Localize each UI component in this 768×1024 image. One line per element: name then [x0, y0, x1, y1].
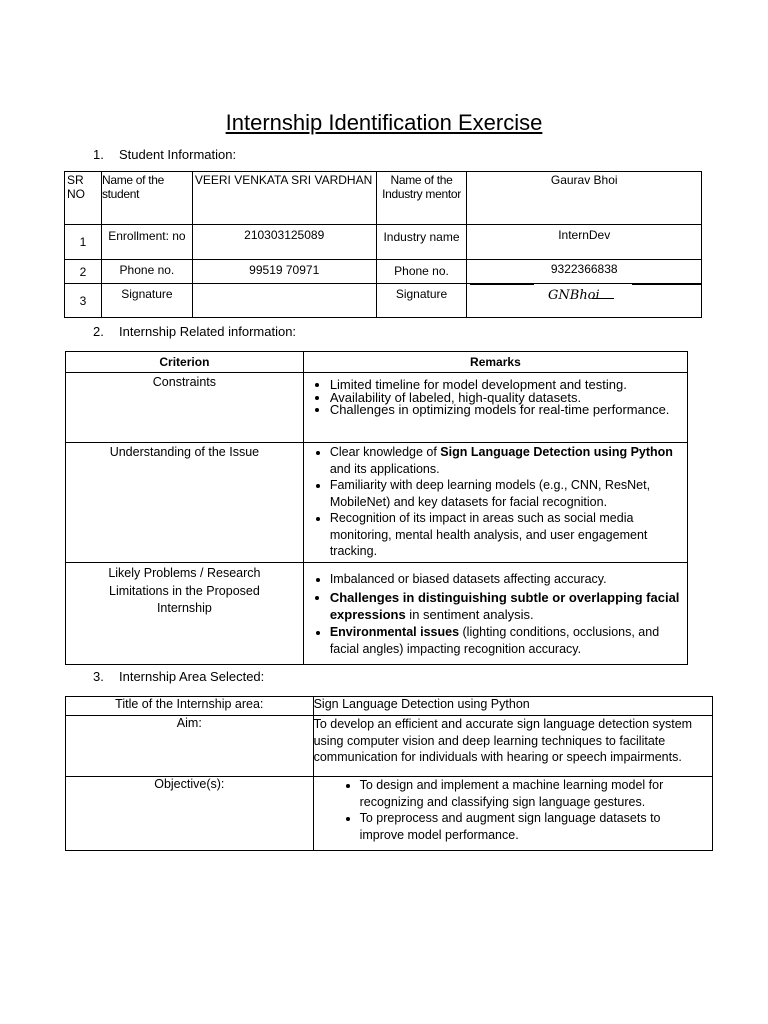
list-item: • Familiarity with deep learning models (e.g., CNN, ResNet, MobileNet) and key datasets for facial recognition. [330, 477, 687, 510]
signature-line-left [470, 284, 534, 285]
section-student-information [93, 147, 236, 162]
list-item: • Challenges in distinguishing subtle or overlapping facial expressions in sentiment analysis. [330, 589, 687, 624]
enrollment-value: 210303125089 [192, 225, 376, 260]
list-item: • Availability of labeled, high-quality datasets. [330, 392, 687, 405]
list-item: • Environmental issues (lighting conditions, occlusions, and facial angles) impacting recognition accuracy. [330, 624, 687, 659]
table-row [65, 284, 702, 318]
table-row [65, 172, 702, 225]
mentor-name-label: Name of the Industry mentor [376, 172, 467, 225]
list-item: • Challenges in optimizing models for real-time performance. [330, 404, 687, 417]
row-number: 2 [65, 260, 102, 284]
aim-label: Aim: [66, 716, 314, 777]
objectives-value [313, 777, 712, 851]
student-name-value: VEERI VENKATA SRI VARDHAN [192, 172, 376, 225]
problems-remarks [303, 563, 687, 665]
student-phone-value: 99519 70971 [192, 260, 376, 284]
section-internship-related-information [93, 324, 296, 339]
area-title-value: Sign Language Detection using Python [313, 697, 712, 716]
criterion-header: Criterion [66, 352, 304, 373]
page-title: Internship Identification Exercise [225, 110, 543, 135]
mentor-phone-value: 9322366838 [467, 260, 702, 284]
table-row [66, 716, 713, 777]
internship-information-table [65, 351, 688, 665]
section-number: 3. [93, 669, 104, 684]
student-name-label: Name of the student [101, 172, 192, 225]
section-internship-area-selected [93, 669, 264, 684]
area-title-label: Title of the Internship area: [66, 697, 314, 716]
table-row [66, 563, 688, 665]
section-label: Student Information: [119, 147, 237, 162]
mentor-name-value: Gaurav Bhoi [467, 172, 702, 225]
table-row [65, 260, 702, 284]
objectives-label: Objective(s): [66, 777, 314, 851]
list-item: • Clear knowledge of Sign Language Detection using Python and its applications. [330, 444, 687, 477]
list-item: • To preprocess and augment sign language datasets to improve model performance. [360, 810, 708, 843]
signature-stroke [592, 298, 614, 299]
mentor-signature-label: Signature [376, 284, 467, 318]
table-header-row [66, 352, 688, 373]
constraints-remarks [303, 373, 687, 443]
table-row [65, 225, 702, 260]
table-row [66, 443, 688, 563]
industry-name-label: Industry name [376, 225, 467, 260]
aim-value: To develop an efficient and accurate sign language detection system using computer vision and deep learning techniques to facilitate communication for individuals with hearing or speech impairments. [313, 716, 712, 777]
student-signature-label: Signature [101, 284, 192, 318]
section-number: 1. [93, 147, 104, 162]
row-number: 3 [65, 284, 102, 318]
section-label: Internship Related information: [119, 324, 297, 339]
mentor-phone-label: Phone no. [376, 260, 467, 284]
internship-area-table [65, 696, 713, 851]
list-item: • To design and implement a machine learning model for recognizing and classifying sign language gestures. [360, 777, 708, 810]
student-information-table [64, 171, 702, 318]
sr-no-header: SR NO [65, 172, 102, 225]
row-number: 1 [65, 225, 102, 260]
table-row [66, 697, 713, 716]
problems-label: Likely Problems / Research Limitations in the Proposed Internship [66, 563, 304, 665]
mentor-signature-image: GNBhoi [548, 288, 600, 303]
list-item: • Limited timeline for model development and testing. [330, 379, 687, 392]
constraints-label: Constraints [66, 373, 304, 443]
understanding-remarks [303, 443, 687, 563]
section-number: 2. [93, 324, 104, 339]
section-label: Internship Area Selected: [119, 669, 265, 684]
industry-name-value: InternDev [467, 225, 702, 260]
understanding-label: Understanding of the Issue [66, 443, 304, 563]
signature-line-right [632, 284, 701, 285]
remarks-header: Remarks [303, 352, 687, 373]
table-row [66, 373, 688, 443]
list-item: • Recognition of its impact in areas such as social media monitoring, mental health analysis, and user engagement tracking. [330, 510, 687, 560]
student-signature-value [192, 284, 376, 318]
student-phone-label: Phone no. [101, 260, 192, 284]
enrollment-label: Enrollment: no [101, 225, 192, 260]
table-row [66, 777, 713, 851]
list-item: • Imbalanced or biased datasets affecting accuracy. [330, 571, 687, 589]
